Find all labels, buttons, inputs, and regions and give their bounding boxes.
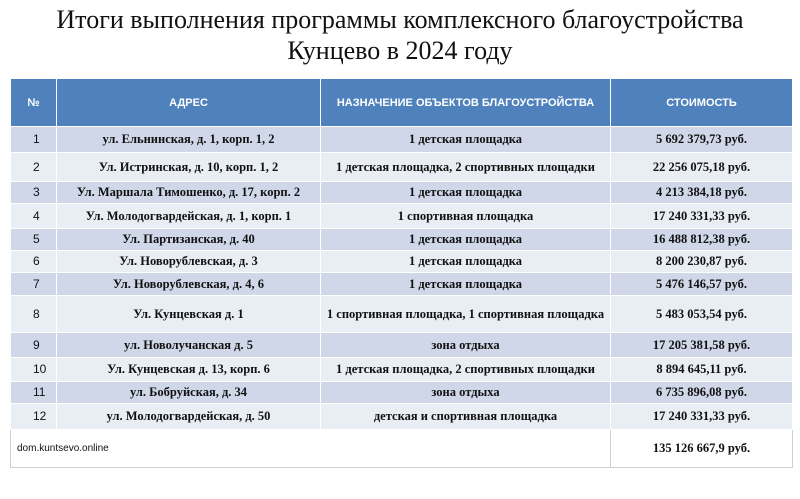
table-body [11,127,793,430]
row-num: 7 [11,273,57,296]
header-purpose: НАЗНАЧЕНИЕ ОБЪЕКТОВ БЛАГОУСТРОЙСТВА [321,79,611,127]
row-purpose: детская и спортивная площадка [321,404,611,430]
row-cost: 5 476 146,57 руб. [611,273,793,296]
table-row [11,182,793,204]
row-address: Ул. Кунцевская д. 1 [57,296,321,333]
page-title [0,4,800,68]
row-purpose: 1 детская площадка [321,127,611,153]
table-row [11,204,793,229]
table-row [11,251,793,273]
results-table [10,78,793,468]
row-num: 4 [11,204,57,229]
table-row [11,127,793,153]
row-cost: 17 240 331,33 руб. [611,404,793,430]
row-address: Ул. Новорублевская, д. 4, 6 [57,273,321,296]
row-cost: 16 488 812,38 руб. [611,229,793,251]
row-address: Ул. Новорублевская, д. 3 [57,251,321,273]
header-cost: СТОИМОСТЬ [611,79,793,127]
title-line-2: Кунцево в 2024 году [287,36,513,65]
row-num: 10 [11,358,57,382]
row-address: Ул. Истринская, д. 10, корп. 1, 2 [57,153,321,182]
row-num: 2 [11,153,57,182]
row-num: 6 [11,251,57,273]
table-row [11,296,793,333]
row-address: Ул. Молодогвардейская, д. 1, корп. 1 [57,204,321,229]
row-purpose: 1 спортивная площадка, 1 спортивная площадка [321,296,611,333]
row-address: ул. Новолучанская д. 5 [57,333,321,358]
row-cost: 4 213 384,18 руб. [611,182,793,204]
row-cost: 8 200 230,87 руб. [611,251,793,273]
row-cost: 17 240 331,33 руб. [611,204,793,229]
row-cost: 22 256 075,18 руб. [611,153,793,182]
row-purpose: 1 детская площадка [321,251,611,273]
row-num: 3 [11,182,57,204]
row-address: ул. Бобруйская, д. 34 [57,382,321,404]
row-num: 1 [11,127,57,153]
table-row [11,333,793,358]
total-cost: 135 126 667,9 руб. [611,430,793,468]
row-num: 11 [11,382,57,404]
row-address: Ул. Партизанская, д. 40 [57,229,321,251]
row-cost: 5 483 053,54 руб. [611,296,793,333]
table-header-row [11,79,793,127]
row-purpose: зона отдыха [321,382,611,404]
table-row [11,382,793,404]
row-purpose: 1 детская площадка [321,273,611,296]
row-address: ул. Молодогвардейская, д. 50 [57,404,321,430]
table-row [11,358,793,382]
table-row [11,229,793,251]
title-line-1: Итоги выполнения программы комплексного благоустройства [56,5,744,34]
table-row [11,404,793,430]
row-purpose: 1 детская площадка, 2 спортивных площадки [321,358,611,382]
table-row [11,153,793,182]
row-num: 5 [11,229,57,251]
row-num: 8 [11,296,57,333]
header-num: № [11,79,57,127]
row-purpose: 1 спортивная площадка [321,204,611,229]
row-cost: 17 205 381,58 руб. [611,333,793,358]
row-address: Ул. Маршала Тимошенко, д. 17, корп. 2 [57,182,321,204]
header-address: АДРЕС [57,79,321,127]
row-num: 9 [11,333,57,358]
row-address: ул. Ельнинская, д. 1, корп. 1, 2 [57,127,321,153]
row-address: Ул. Кунцевская д. 13, корп. 6 [57,358,321,382]
row-purpose: 1 детская площадка, 2 спортивных площадки [321,153,611,182]
row-cost: 6 735 896,08 руб. [611,382,793,404]
row-cost: 5 692 379,73 руб. [611,127,793,153]
row-purpose: зона отдыха [321,333,611,358]
row-purpose: 1 детская площадка [321,229,611,251]
table-footer-row [11,430,793,468]
source-text: dom.kuntsevo.online [11,430,611,468]
row-purpose: 1 детская площадка [321,182,611,204]
table-row [11,273,793,296]
row-num: 12 [11,404,57,430]
row-cost: 8 894 645,11 руб. [611,358,793,382]
